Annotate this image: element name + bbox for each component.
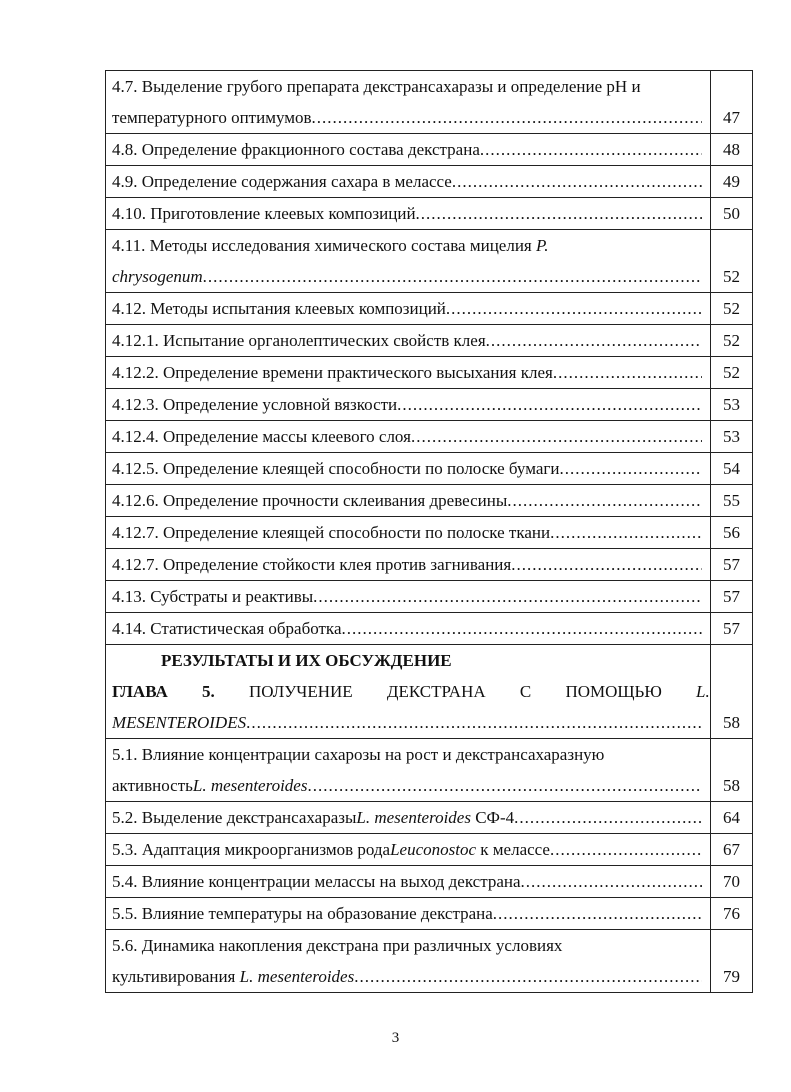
dot-leader <box>341 613 702 644</box>
dot-leader <box>313 581 702 612</box>
chapter-heading-cell <box>106 645 711 739</box>
dot-leader <box>452 166 702 197</box>
dot-leader <box>514 802 702 833</box>
toc-row <box>106 389 753 421</box>
toc-entry-line <box>112 707 702 738</box>
toc-row <box>106 739 753 802</box>
toc-entry-title <box>106 517 711 549</box>
toc-entry-text: 4.12.6. Определение прочности склеивания древесины <box>112 491 508 510</box>
toc-page-number: 58 <box>711 645 753 739</box>
dot-leader <box>559 453 702 484</box>
dot-leader <box>486 325 702 356</box>
toc-page-number: 48 <box>711 134 753 166</box>
toc-entry-title <box>106 389 711 421</box>
toc-entry-text: 4.13. Субстраты и реактивы <box>112 587 314 606</box>
toc-page-number: 52 <box>711 325 753 357</box>
toc-entry-line <box>112 770 702 801</box>
toc-page-number: 79 <box>711 930 753 993</box>
page-number: 3 <box>391 1030 400 1046</box>
toc-entry-line <box>112 961 702 992</box>
toc-page-number: 67 <box>711 834 753 866</box>
toc-entry-text: температурного оптимумов <box>112 108 312 127</box>
toc-entry-text: 5.5. Влияние температуры на образование декстрана <box>112 904 493 923</box>
toc-entry-title <box>106 325 711 357</box>
dot-leader <box>550 834 702 865</box>
dot-leader <box>550 517 702 548</box>
toc-entry-text: 4.12.5. Определение клеящей способности по полоске бумаги <box>112 459 560 478</box>
toc-page-number: 50 <box>711 198 753 230</box>
dot-leader <box>307 770 702 801</box>
dot-leader <box>480 134 702 165</box>
toc-entry-text: 4.9. Определение содержания сахара в мелассе <box>112 172 452 191</box>
toc-row <box>106 230 753 293</box>
toc-page-number: 56 <box>711 517 753 549</box>
toc-entry-title <box>106 866 711 898</box>
chapter-title-text: ПОЛУЧЕНИЕ ДЕКСТРАНА С ПОМОЩЬЮ <box>249 682 662 701</box>
toc-page-number: 53 <box>711 421 753 453</box>
toc-entry-line: 4.7. Выделение грубого препарата декстрансахаразы и определение pH и <box>112 77 641 96</box>
toc-row <box>106 198 753 230</box>
toc-page-number: 49 <box>711 166 753 198</box>
toc-row <box>106 802 753 834</box>
chapter-title <box>112 676 710 707</box>
table-of-contents <box>105 70 753 993</box>
toc-entry-line <box>112 261 702 292</box>
toc-entry-text-italic: Leuconostoc <box>390 840 477 859</box>
toc-row <box>106 549 753 581</box>
toc-entry-text: 4.12. Методы испытания клеевых композиций <box>112 299 446 318</box>
toc-entry-text: 5.2. Выделение декстрансахаразы <box>112 808 357 827</box>
dot-leader <box>511 549 702 580</box>
toc-entry-title <box>106 485 711 517</box>
toc-page-number: 52 <box>711 230 753 293</box>
toc-entry-title <box>106 166 711 198</box>
toc-entry-text-italic: L. mesenteroides <box>356 808 471 827</box>
dot-leader <box>411 421 702 452</box>
toc-row <box>106 834 753 866</box>
toc-entry-title <box>106 198 711 230</box>
toc-page-number: 53 <box>711 389 753 421</box>
toc-page-number: 57 <box>711 581 753 613</box>
chapter-title-italic: MESENTEROIDES <box>112 713 247 732</box>
toc-row <box>106 421 753 453</box>
toc-entry-text: 5.4. Влияние концентрации мелассы на выход декстрана <box>112 872 521 891</box>
toc-row <box>106 325 753 357</box>
toc-entry-text: СФ-4 <box>470 808 515 827</box>
toc-page-number: 52 <box>711 357 753 389</box>
dot-leader <box>312 102 702 133</box>
section-heading: РЕЗУЛЬТАТЫ И ИХ ОБСУЖДЕНИЕ <box>161 651 452 670</box>
toc-entry-text: 4.12.1. Испытание органолептических свойств клея <box>112 331 486 350</box>
dot-leader <box>354 961 702 992</box>
toc-entry-title <box>106 549 711 581</box>
toc-row-chapter <box>106 645 753 739</box>
toc-page-number: 57 <box>711 549 753 581</box>
toc-entry-text-italic: chrysogenum <box>112 267 203 286</box>
toc-row <box>106 613 753 645</box>
toc-row <box>106 517 753 549</box>
toc-entry-title <box>106 134 711 166</box>
toc-entry-title <box>106 739 711 802</box>
toc-entry-text: 5.3. Адаптация микроорганизмов рода <box>112 840 391 859</box>
dot-leader <box>203 261 702 292</box>
toc-entry-title <box>106 581 711 613</box>
dot-leader <box>246 707 702 738</box>
toc-row <box>106 166 753 198</box>
dot-leader <box>521 866 702 897</box>
toc-entry-text: 4.10. Приготовление клеевых композиций <box>112 204 416 223</box>
toc-entry-text: 4.14. Статистическая обработка <box>112 619 342 638</box>
dot-leader <box>507 485 702 516</box>
chapter-title-italic: L. <box>696 682 710 701</box>
toc-entry-text: 4.12.7. Определение стойкости клея против загнивания <box>112 555 512 574</box>
toc-row <box>106 357 753 389</box>
toc-entry-text-italic: L. mesenteroides <box>192 776 308 795</box>
toc-entry-title <box>106 834 711 866</box>
toc-entry-text: 4.12.3. Определение условной вязкости <box>112 395 398 414</box>
toc-row <box>106 453 753 485</box>
toc-page-number: 47 <box>711 71 753 134</box>
toc-entry-title <box>106 71 711 134</box>
dot-leader <box>493 898 702 929</box>
toc-entry-title <box>106 293 711 325</box>
toc-page-number: 76 <box>711 898 753 930</box>
dot-leader <box>397 389 702 420</box>
chapter-label: ГЛАВА 5. <box>112 682 215 701</box>
toc-entry-text: 4.12.2. Определение времени практического высыхания клея <box>112 363 553 382</box>
toc-page-number: 54 <box>711 453 753 485</box>
toc-entry-title <box>106 453 711 485</box>
toc-entry-line <box>112 102 702 133</box>
toc-row <box>106 134 753 166</box>
dot-leader <box>416 198 702 229</box>
toc-entry-text: 4.12.7. Определение клеящей способности по полоске ткани <box>112 523 551 542</box>
toc-entry-text: 4.11. Методы исследования химического состава мицелия <box>112 236 537 255</box>
toc-entry-text: 4.8. Определение фракционного состава декстрана <box>112 140 480 159</box>
toc-row <box>106 581 753 613</box>
toc-page-number: 55 <box>711 485 753 517</box>
toc-entry-line: 5.6. Динамика накопления декстрана при различных условиях <box>112 936 563 955</box>
toc-row <box>106 866 753 898</box>
toc-entry-title <box>106 898 711 930</box>
toc-entry-text-italic: P. <box>536 236 549 255</box>
dot-leader <box>553 357 702 388</box>
toc-page-number: 64 <box>711 802 753 834</box>
dot-leader <box>446 293 702 324</box>
toc-row <box>106 71 753 134</box>
toc-entry-text-italic: L. mesenteroides <box>239 967 355 986</box>
toc-page-number: 52 <box>711 293 753 325</box>
toc-entry-text: культивирования <box>112 967 240 986</box>
toc-entry-text: активность <box>112 776 193 795</box>
toc-entry-title <box>106 802 711 834</box>
toc-page-number: 70 <box>711 866 753 898</box>
toc-entry-title <box>106 230 711 293</box>
toc-row <box>106 898 753 930</box>
toc-row <box>106 485 753 517</box>
toc-entry-title <box>106 613 711 645</box>
toc-entry-text: к мелассе <box>476 840 550 859</box>
toc-entry-line: 5.1. Влияние концентрации сахарозы на рост и декстрансахаразную <box>112 745 605 764</box>
toc-page-number: 57 <box>711 613 753 645</box>
toc-entry-title <box>106 930 711 993</box>
toc-entry-line <box>112 230 702 261</box>
toc-page-number: 58 <box>711 739 753 802</box>
toc-entry-title <box>106 357 711 389</box>
toc-entry-title <box>106 421 711 453</box>
toc-entry-text: 4.12.4. Определение массы клеевого слоя <box>112 427 411 446</box>
toc-row <box>106 930 753 993</box>
toc-row <box>106 293 753 325</box>
